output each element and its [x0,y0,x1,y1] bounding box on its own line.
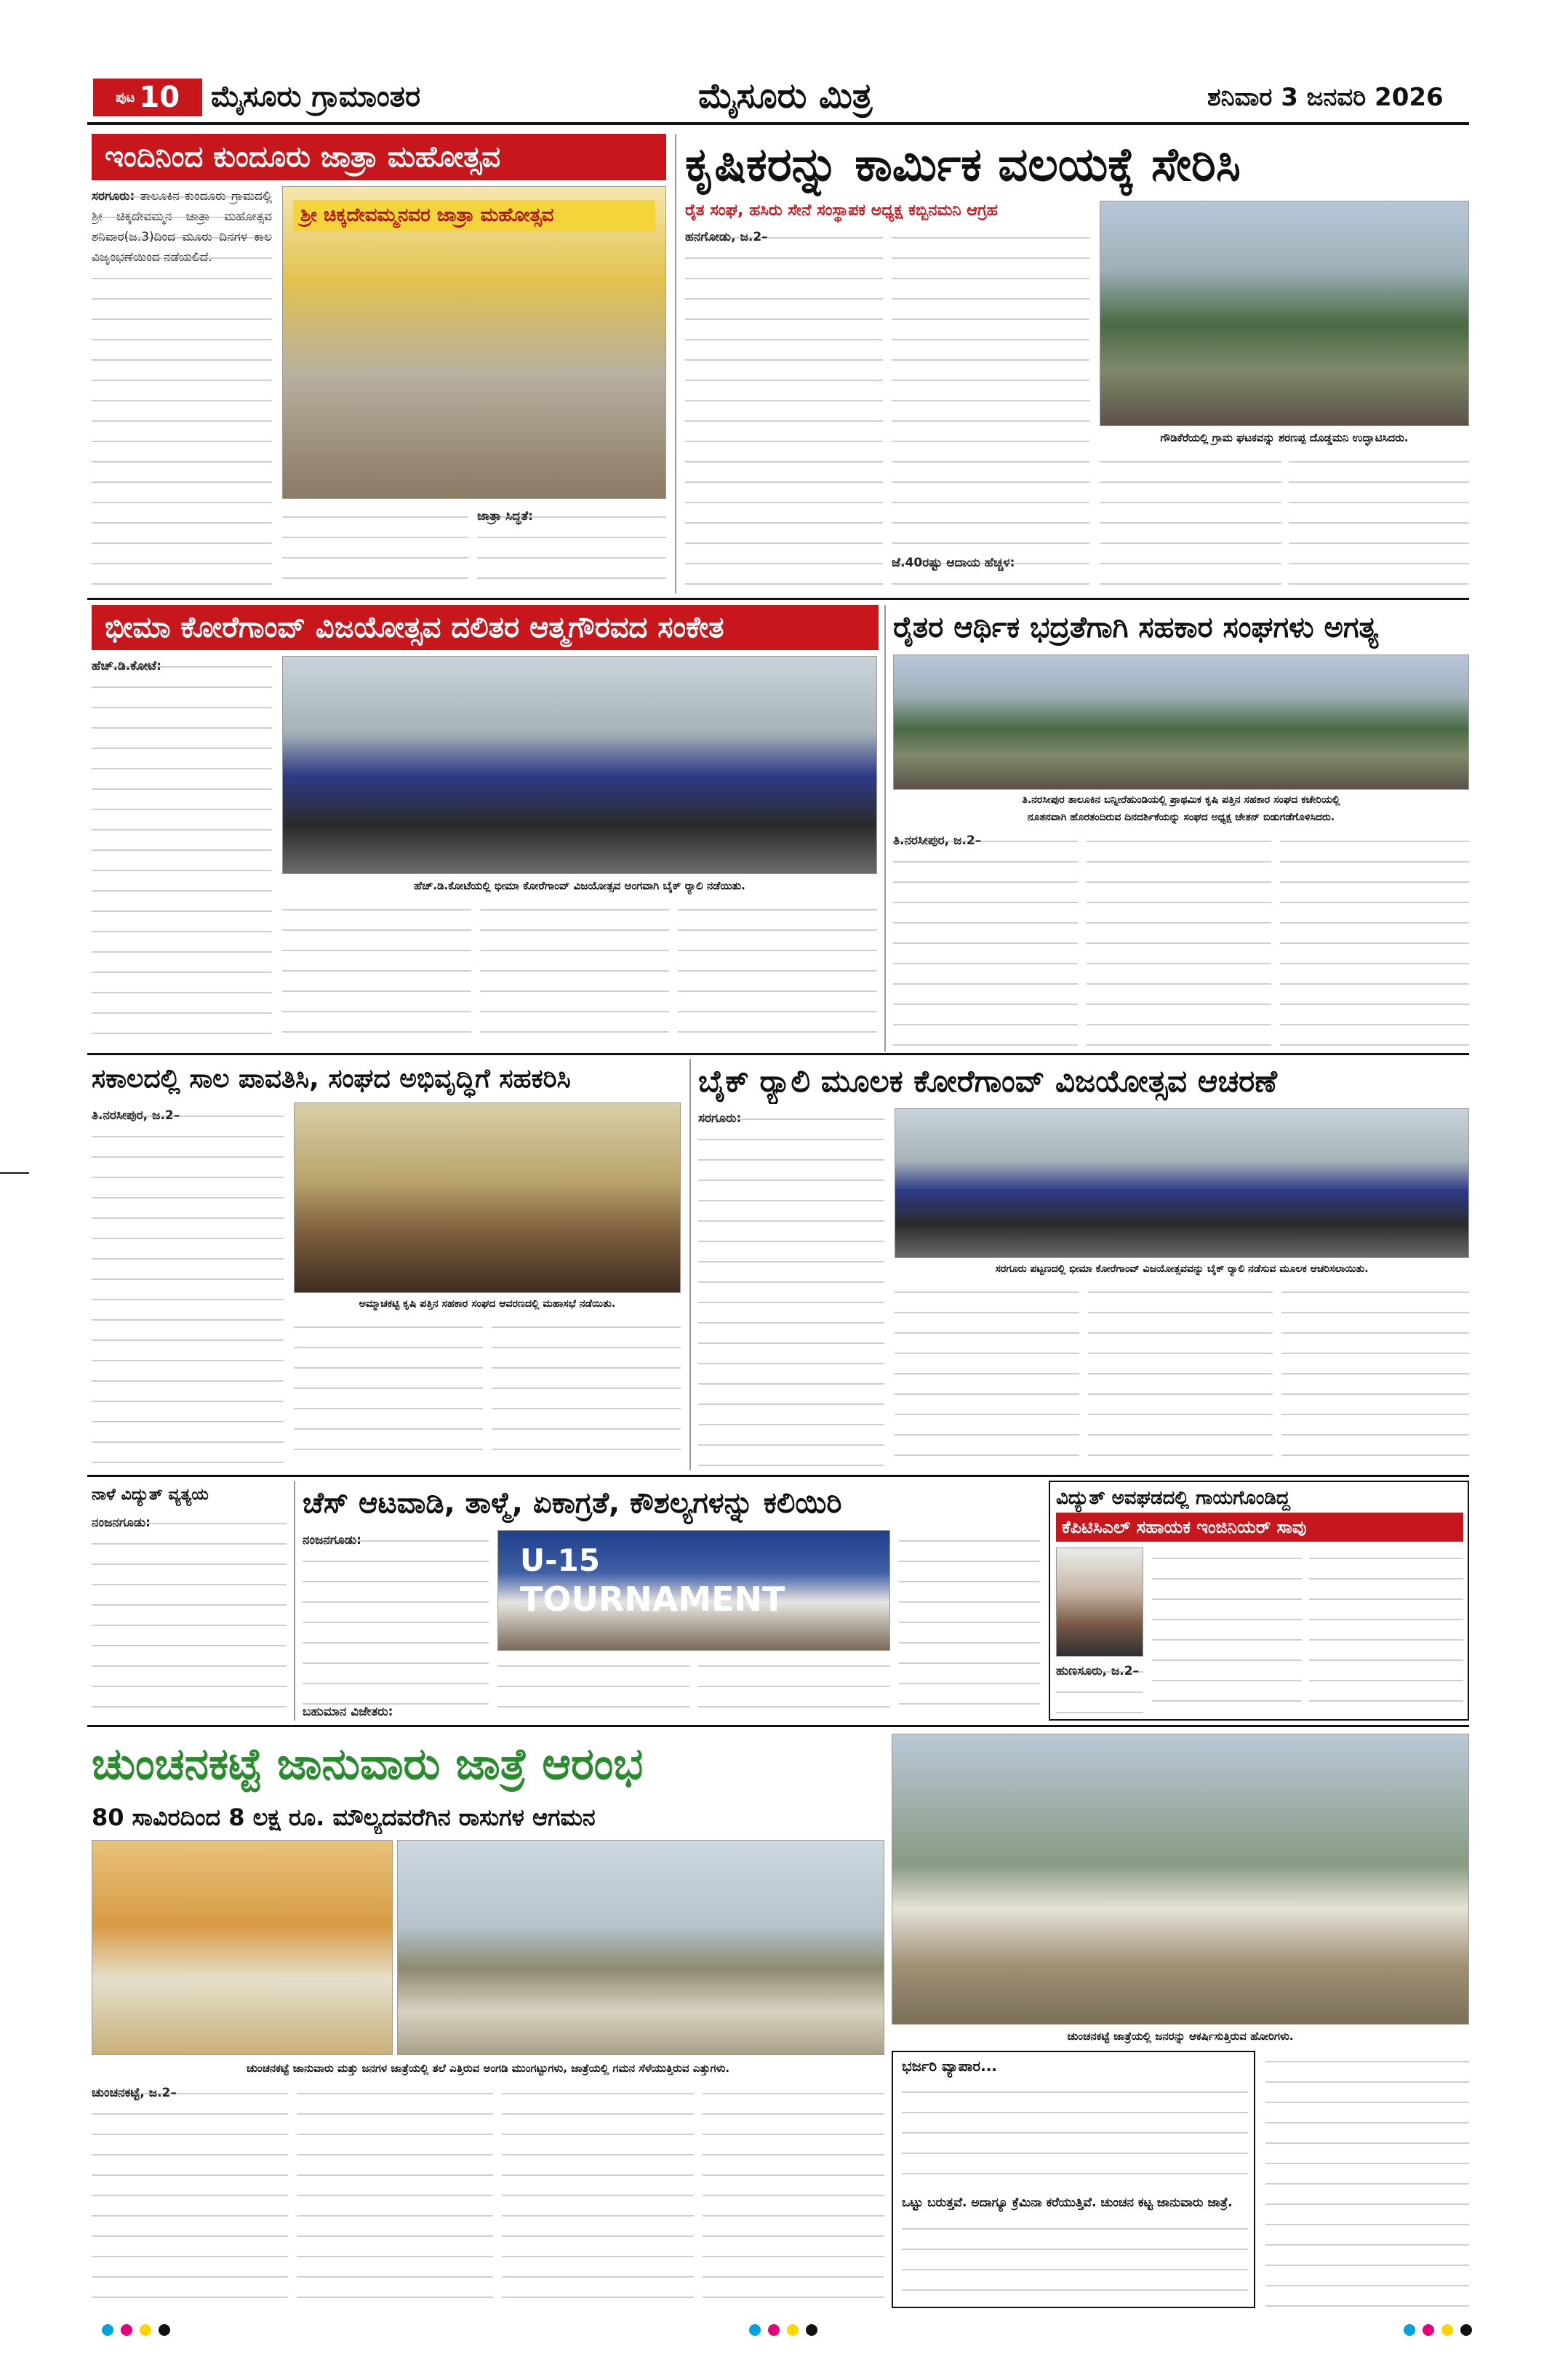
story10-box-title: ಭರ್ಜರಿ ವ್ಯಾಪಾರ... [902,2057,997,2075]
story2-photo [1100,201,1469,426]
story5-caption: ಅಮ್ಮಾಚಕಟ್ಟಿ ಕೃಷಿ ಪತ್ತಿನ ಸಹಕಾರ ಸಂಘದ ಆವರಣದಲ್ಲಿ ಮಹಾಸಭೆ ನಡೆಯಿತು. [294,1294,681,1313]
story10-body-col2 [297,2083,493,2308]
story7-body [92,1513,287,1721]
section-rule [87,1725,1469,1727]
registration-marks-center [749,2324,817,2336]
column-divider [689,1059,691,1470]
story6-body-col3 [1088,1281,1273,1470]
magenta-dot [121,2324,132,2336]
story9-portrait [1056,1548,1143,1657]
story5-body-col3 [492,1316,681,1469]
column-divider [884,605,886,1052]
jatra-banner: ಶ್ರೀ ಚಿಕ್ಕದೇವಮ್ಮನವರ ಜಾತ್ರಾ ಮಹೋತ್ಸವ [293,200,655,231]
story1-photo [282,186,666,499]
story8-dateline: ನಂಜನಗೂಡು: [303,1533,361,1548]
story5-body-col2 [294,1316,483,1469]
story4-dateline: ತಿ.ನರಸೀಪುರ, ಜ.2– [893,833,982,848]
black-dot [806,2324,817,2336]
story3-body-col4 [678,899,877,1049]
story6-body-col2 [895,1281,1079,1470]
magenta-dot [1423,2324,1434,2336]
yellow-dot [140,2324,151,2336]
story10-body-col4 [703,2083,884,2308]
story6-dateline: ಸರಗೂರು: [698,1111,742,1126]
story2-headline: ಕೃಷಿಕರನ್ನು ಕಾರ್ಮಿಕ ವಲಯಕ್ಕೆ ಸೇರಿಸಿ [685,138,1241,192]
story4-photo [893,654,1469,790]
section-rule [87,1053,1469,1055]
story1-sub-dateline: ಜಾತ್ರಾ ಸಿದ್ಧತೆ: [477,509,533,524]
story8-body-col4 [899,1530,1040,1721]
tournament-banner: TOURNAMENT [520,1580,785,1619]
story4-body-col2 [1087,830,1271,1049]
story7-dateline: ನಂಜನಗೂಡು: [92,1516,151,1530]
story4-body-col3 [1280,830,1469,1049]
story3-photo [282,656,877,874]
section-rule [87,1475,1469,1477]
black-dot [1460,2324,1472,2336]
story6-headline: ಬೈಕ್ ರ್‍ಯಾಲಿ ಮೂಲಕ ಕೋರೆಗಾಂವ್ ವಿಜಯೋತ್ಸವ ಆಚರಣೆ [698,1063,1277,1099]
story5-dateline: ತಿ.ನರಸೀಪುರ, ಜ.2– [92,1108,180,1123]
story5-photo [294,1102,681,1293]
masthead-rule [87,122,1469,125]
story8-sub-dateline: ಬಹುಮಾನ ವಿಜೇತರು: [303,1705,393,1719]
story3-body-col3 [480,899,669,1049]
story9-dateline: ಹುಣಸೂರು, ಜ.2– [1056,1664,1140,1678]
story3-body-col1 [92,656,272,1049]
story8-body-col3 [698,1655,890,1721]
story10-photo-shop [92,1840,393,2055]
story10-caption-left: ಚುಂಚನಕಟ್ಟೆ ಜಾನುವಾರು ಮತ್ತು ಜನಗಳ ಜಾತ್ರೆಯಲ್ಲಿ ತಲೆ ಎತ್ತಿರುವ ಅಂಗಡಿ ಮುಂಗಟ್ಟುಗಳು, ಜಾತ್ರೆಯಲ್ಲಿ ಗಮನ ಸೆಳೆಯುತ್ತಿರುವ ಎತ್ತುಗಳು. [92,2058,884,2078]
story10-photo-cattle [892,1734,1469,2025]
story2-subhead: ರೈತ ಸಂಘ, ಹಸಿರು ಸೇನೆ ಸಂಸ್ಥಾಪಕ ಅಧ್ಯಕ್ಷ ಕಬ್ಬಿನಮನಿ ಆಗ್ರಹ [685,201,998,220]
story1-headline: ಇಂದಿನಿಂದ ಕುಂದೂರು ಜಾತ್ರಾ ಮಹೋತ್ಸವ [92,134,666,180]
cyan-dot [102,2324,113,2336]
crop-mark [0,1172,29,1174]
story1-dateline: ಸರಗೂರು: [92,189,135,204]
story1-body-col1 [92,186,272,593]
story10-subhead: 80 ಸಾವಿರದಿಂದ 8 ಲಕ್ಷ ರೂ. ಮೌಲ್ಯದವರೆಗಿನ ರಾಸುಗಳ ಆಗಮನ [92,1803,596,1831]
story10-body-col3 [502,2083,694,2308]
registration-marks-right [1404,2324,1472,2336]
paper-name: ಮೈಸೂರು ಮಿತ್ರ [698,76,873,116]
story4-caption-line1: ತಿ.ನರಸೀಪುರ ತಾಲೂಕಿನ ಬನ್ನೀರೆಹುಂಡಿಯಲ್ಲಿ ಪ್ರಾಥಮಿಕ ಕೃಷಿ ಪತ್ತಿನ ಸಹಕಾರ ಸಂಘದ ಕಚೇರಿಯಲ್ಲಿ [893,791,1469,809]
magenta-dot [768,2324,780,2336]
column-divider [675,134,676,593]
cyan-dot [1404,2324,1415,2336]
section-title: ಮೈಸೂರು ಗ್ರಾಮಾಂತರ [211,80,421,113]
story9-headline-line1: ವಿದ್ಯುತ್ ಅವಘಡದಲ್ಲಿ ಗಾಯಗೊಂಡಿದ್ದ [1056,1487,1290,1509]
story10-body-col5 [1265,2051,1469,2308]
story10-photo-bulls [397,1840,884,2055]
story8-body-col1 [303,1530,489,1721]
page-label: ಪುಟ [115,89,135,105]
story2-body-col2 [892,227,1089,593]
story10-dateline: ಚುಂಚನಕಟ್ಟೆ, ಜ.2– [92,2086,177,2100]
story10-caption-right: ಚುಂಚನಕಟ್ಟೆ ಜಾತ್ರೆಯಲ್ಲಿ ಜನರನ್ನು ಆಕರ್ಷಿಸುತ್ತಿರುವ ಹೋರಿಗಳು. [892,2026,1469,2046]
story3-headline: ಭೀಮಾ ಕೋರೆಗಾಂವ್ ವಿಜಯೋತ್ಸವ ದಲಿತರ ಆತ್ಮಗೌರವದ ಸಂಕೇತ [92,605,879,650]
issue-date: ಶನಿವಾರ 3 ಜನವರಿ 2026 [1207,83,1444,112]
story10-box-body2 [902,2218,1248,2304]
story2-body-col3 [1100,451,1281,593]
story7-headline: ನಾಳೆ ವಿದ್ಯುತ್ ವ್ಯತ್ಯಯ [92,1486,209,1504]
page-number: 10 [139,81,180,114]
story3-body-col2 [282,899,471,1049]
story2-body-col1 [685,227,883,593]
story1-body-col3 [477,506,666,593]
story10-body-col1 [92,2083,288,2308]
story8-photo [497,1530,890,1651]
story6-photo [895,1108,1469,1258]
story2-body-col4 [1289,451,1469,593]
black-dot [159,2324,170,2336]
yellow-dot [1441,2324,1453,2336]
story3-caption: ಹೆಚ್.ಡಿ.ಕೋಟೆಯಲ್ಲಿ ಭೀಮಾ ಕೋರೆಗಾಂವ್ ವಿಜಯೋತ್ಸವ ಅಂಗವಾಗಿ ಬೈಕ್ ರ್‍ಯಾಲಿ ನಡೆಯಿತು. [282,876,877,896]
story3-dateline: ಹೆಚ್.ಡಿ.ಕೋಟೆ: [92,659,161,673]
cyan-dot [749,2324,761,2336]
story9-body-col3 [1309,1548,1463,1716]
story2-caption: ಗೌಡಿಕೆರೆಯಲ್ಲಿ ಗ್ರಾಮ ಘಟಕವನ್ನು ಶರಣಪ್ಪ ದೊಡ್ಡಮನಿ ಉದ್ಘಾಟಿಸಿದರು. [1100,428,1469,448]
story2-sub [892,553,1089,593]
story1-lead: ತಾಲೂಕಿನ ಕುಂದೂರು ಗ್ರಾಮದಲ್ಲಿ ಶ್ರೀ ಚಿಕ್ಕದೇವಮ್ಮನ ಜಾತ್ರಾ ಮಹೋತ್ಸವ ಶನಿವಾರ(ಜ.3)ದಿಂದ ಮೂರು ದಿನಗಳ ಕಾಲ ವಿಜೃಂಭಣೆಯಿಂದ ನಡೆಯಲಿದೆ. [92,189,272,265]
story10-extra-line: ಒಟ್ಟು ಬರುತ್ತವೆ. ಅದಾಗ್ಯೂ ಕ್ರೆಮಿನಾ ಕರೆಯುತ್ತಿವೆ. ಚುಂಚನ ಕಟ್ಟ ಜಾನುವಾರು ಜಾತ್ರೆ. [902,2195,1233,2210]
story8-headline: ಚೆಸ್ ಆಟವಾಡಿ, ತಾಳ್ಮೆ, ಏಕಾಗ್ರತೆ, ಕೌಶಲ್ಯಗಳನ್ನು ಕಲಿಯಿರಿ [303,1486,842,1520]
banner-age-code: U-15 [520,1542,600,1578]
yellow-dot [787,2324,799,2336]
page-number-tag [93,79,202,116]
section-rule [87,598,1469,600]
story10-headline: ಚುಂಚನಕಟ್ಟೆ ಜಾನುವಾರು ಜಾತ್ರೆ ಆರಂಭ [92,1739,644,1790]
story6-body-col1 [698,1108,884,1470]
story6-body-col4 [1281,1281,1469,1470]
story4-caption-line2: ನೂತನವಾಗಿ ಹೊರತಂದಿರುವ ದಿನದರ್ಶಿಕೆಯನ್ನು ಸಂಘದ ಅಧ್ಯಕ್ಷ ಚೇತನ್ ಬಿಡುಗಡೆಗೊಳಿಸಿದರು. [893,809,1469,826]
story8-body-col2 [497,1655,689,1721]
story4-headline: ರೈತರ ಆರ್ಥಿಕ ಭದ್ರತೆಗಾಗಿ ಸಹಕಾರ ಸಂಘಗಳು ಅಗತ್ಯ [893,611,1379,644]
story8-winners [303,1702,489,1721]
story4-body-col1 [893,830,1078,1049]
story9-body-col2 [1152,1548,1302,1716]
story5-headline: ಸಕಾಲದಲ್ಲಿ ಸಾಲ ಪಾವತಿಸಿ, ಸಂಘದ ಅಭಿವೃದ್ಧಿಗೆ ಸಹಕರಿಸಿ [92,1064,571,1094]
registration-marks-left [102,2324,170,2336]
story2-sub-dateline: ಜೆ.40ರಷ್ಟು ಆದಾಯ ಹೆಚ್ಚಳ: [892,556,1015,570]
story5-body-col1 [92,1105,284,1469]
story9-body-col1 [1056,1661,1143,1716]
story6-caption: ಸರಗೂರು ಪಟ್ಟಣದಲ್ಲಿ ಭೀಮಾ ಕೋರೆಗಾಂವ್ ವಿಜಯೋತ್ಸವವನ್ನು ಬೈಕ್ ರ್‍ಯಾಲಿ ನಡೆಸುವ ಮೂಲಕ ಆಚರಿಸಲಾಯಿತು. [895,1260,1469,1278]
story9-headline-line2: ಕೆಪಿಟಿಸಿಎಲ್ ಸಹಾಯಕ ಇಂಜಿನಿಯರ್ ಸಾವು [1056,1513,1463,1542]
story2-dateline: ಹನಗೋಡು, ಜ.2– [685,230,768,244]
column-divider [294,1481,295,1721]
story1-body-col2 [282,506,468,593]
story10-box-body [902,2081,1248,2189]
